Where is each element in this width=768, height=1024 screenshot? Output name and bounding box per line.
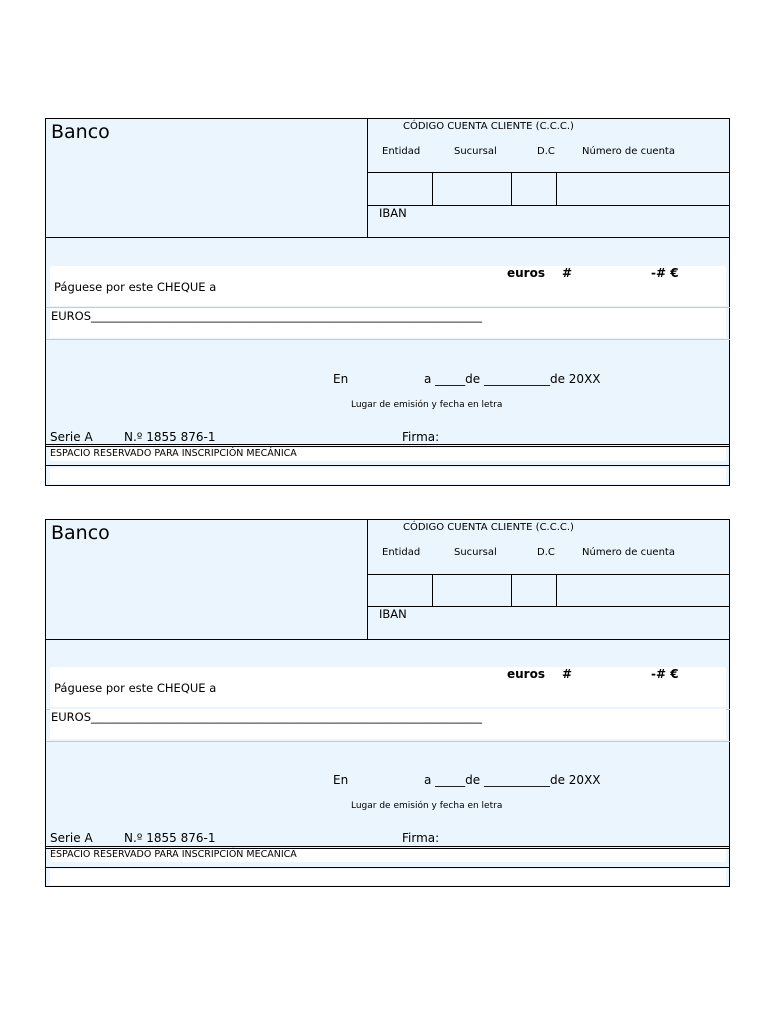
euros-divider	[46, 339, 730, 340]
signature-label: Firma:	[402, 430, 440, 444]
euros-words-line: EUROS____________________________________________________________________	[51, 309, 483, 323]
place-label: En	[333, 773, 349, 787]
bank-name: Banco	[51, 121, 110, 143]
amount-hash: #	[562, 667, 573, 681]
ccc-bottom-line	[367, 606, 730, 607]
pay-to-text: Páguese por este CHEQUE a	[54, 681, 217, 695]
mec-top-line	[46, 846, 730, 847]
col-sucursal: Sucursal	[454, 547, 497, 558]
serie-label: Serie A	[50, 831, 93, 845]
ccc-bottom-line	[367, 205, 730, 206]
serie-label: Serie A	[50, 430, 93, 444]
place-date-caption: Lugar de emisión y fecha en letra	[351, 400, 503, 410]
cheque-number: N.º 1855 876-1	[124, 430, 216, 444]
signature-label: Firma:	[402, 831, 440, 845]
cheque-2	[45, 519, 730, 887]
sucursal-box-divider	[511, 574, 512, 606]
header-bottom-line	[46, 639, 730, 640]
ccc-top-line	[367, 172, 730, 173]
header-divider	[367, 520, 368, 639]
header-bottom-line	[46, 237, 730, 238]
dc-box-divider	[556, 172, 557, 205]
dc-box-divider	[556, 574, 557, 606]
mechanical-reserved-text: ESPACIO RESERVADO PARA INSCRIPCIÓN MECÁNICA	[50, 448, 297, 459]
cheque-1	[45, 118, 730, 486]
amount-hash: #	[562, 266, 573, 280]
col-dc: D.C	[537, 547, 555, 558]
header-divider	[367, 119, 368, 238]
entidad-box-divider	[432, 172, 433, 205]
col-sucursal: Sucursal	[454, 146, 497, 157]
bottom-band	[50, 468, 726, 484]
place-date-caption: Lugar de emisión y fecha en letra	[351, 801, 503, 811]
ccc-top-line	[367, 574, 730, 575]
mec-top-line-2	[46, 446, 730, 447]
amount-end: -# €	[651, 266, 679, 280]
date-line: a _____de ___________de 20XX	[424, 372, 601, 386]
euros-label: euros	[507, 266, 545, 280]
entidad-box-divider	[432, 574, 433, 606]
iban-label: IBAN	[379, 206, 407, 220]
mec-top-line	[46, 444, 730, 445]
bank-name: Banco	[51, 522, 110, 544]
sucursal-box-divider	[511, 172, 512, 205]
euros-label: euros	[507, 667, 545, 681]
col-numero: Número de cuenta	[582, 547, 675, 558]
place-label: En	[333, 372, 349, 386]
col-entidad: Entidad	[382, 146, 421, 157]
date-line: a _____de ___________de 20XX	[424, 773, 601, 787]
pay-to-text: Páguese por este CHEQUE a	[54, 280, 217, 294]
amount-end: -# €	[651, 667, 679, 681]
bottom-band	[50, 869, 726, 885]
mec-bottom-line	[46, 465, 730, 466]
cheque-number: N.º 1855 876-1	[124, 831, 216, 845]
col-numero: Número de cuenta	[582, 146, 675, 157]
mec-bottom-line	[46, 867, 730, 868]
col-entidad: Entidad	[382, 547, 421, 558]
euros-words-line: EUROS____________________________________________________________________	[51, 710, 483, 724]
ccc-title: CÓDIGO CUENTA CLIENTE (C.C.C.)	[403, 522, 574, 533]
col-dc: D.C	[537, 146, 555, 157]
iban-label: IBAN	[379, 607, 407, 621]
ccc-title: CÓDIGO CUENTA CLIENTE (C.C.C.)	[403, 121, 574, 132]
euros-divider	[46, 741, 730, 742]
mechanical-reserved-text: ESPACIO RESERVADO PARA INSCRIPCIÓN MECÁNICA	[50, 849, 297, 860]
